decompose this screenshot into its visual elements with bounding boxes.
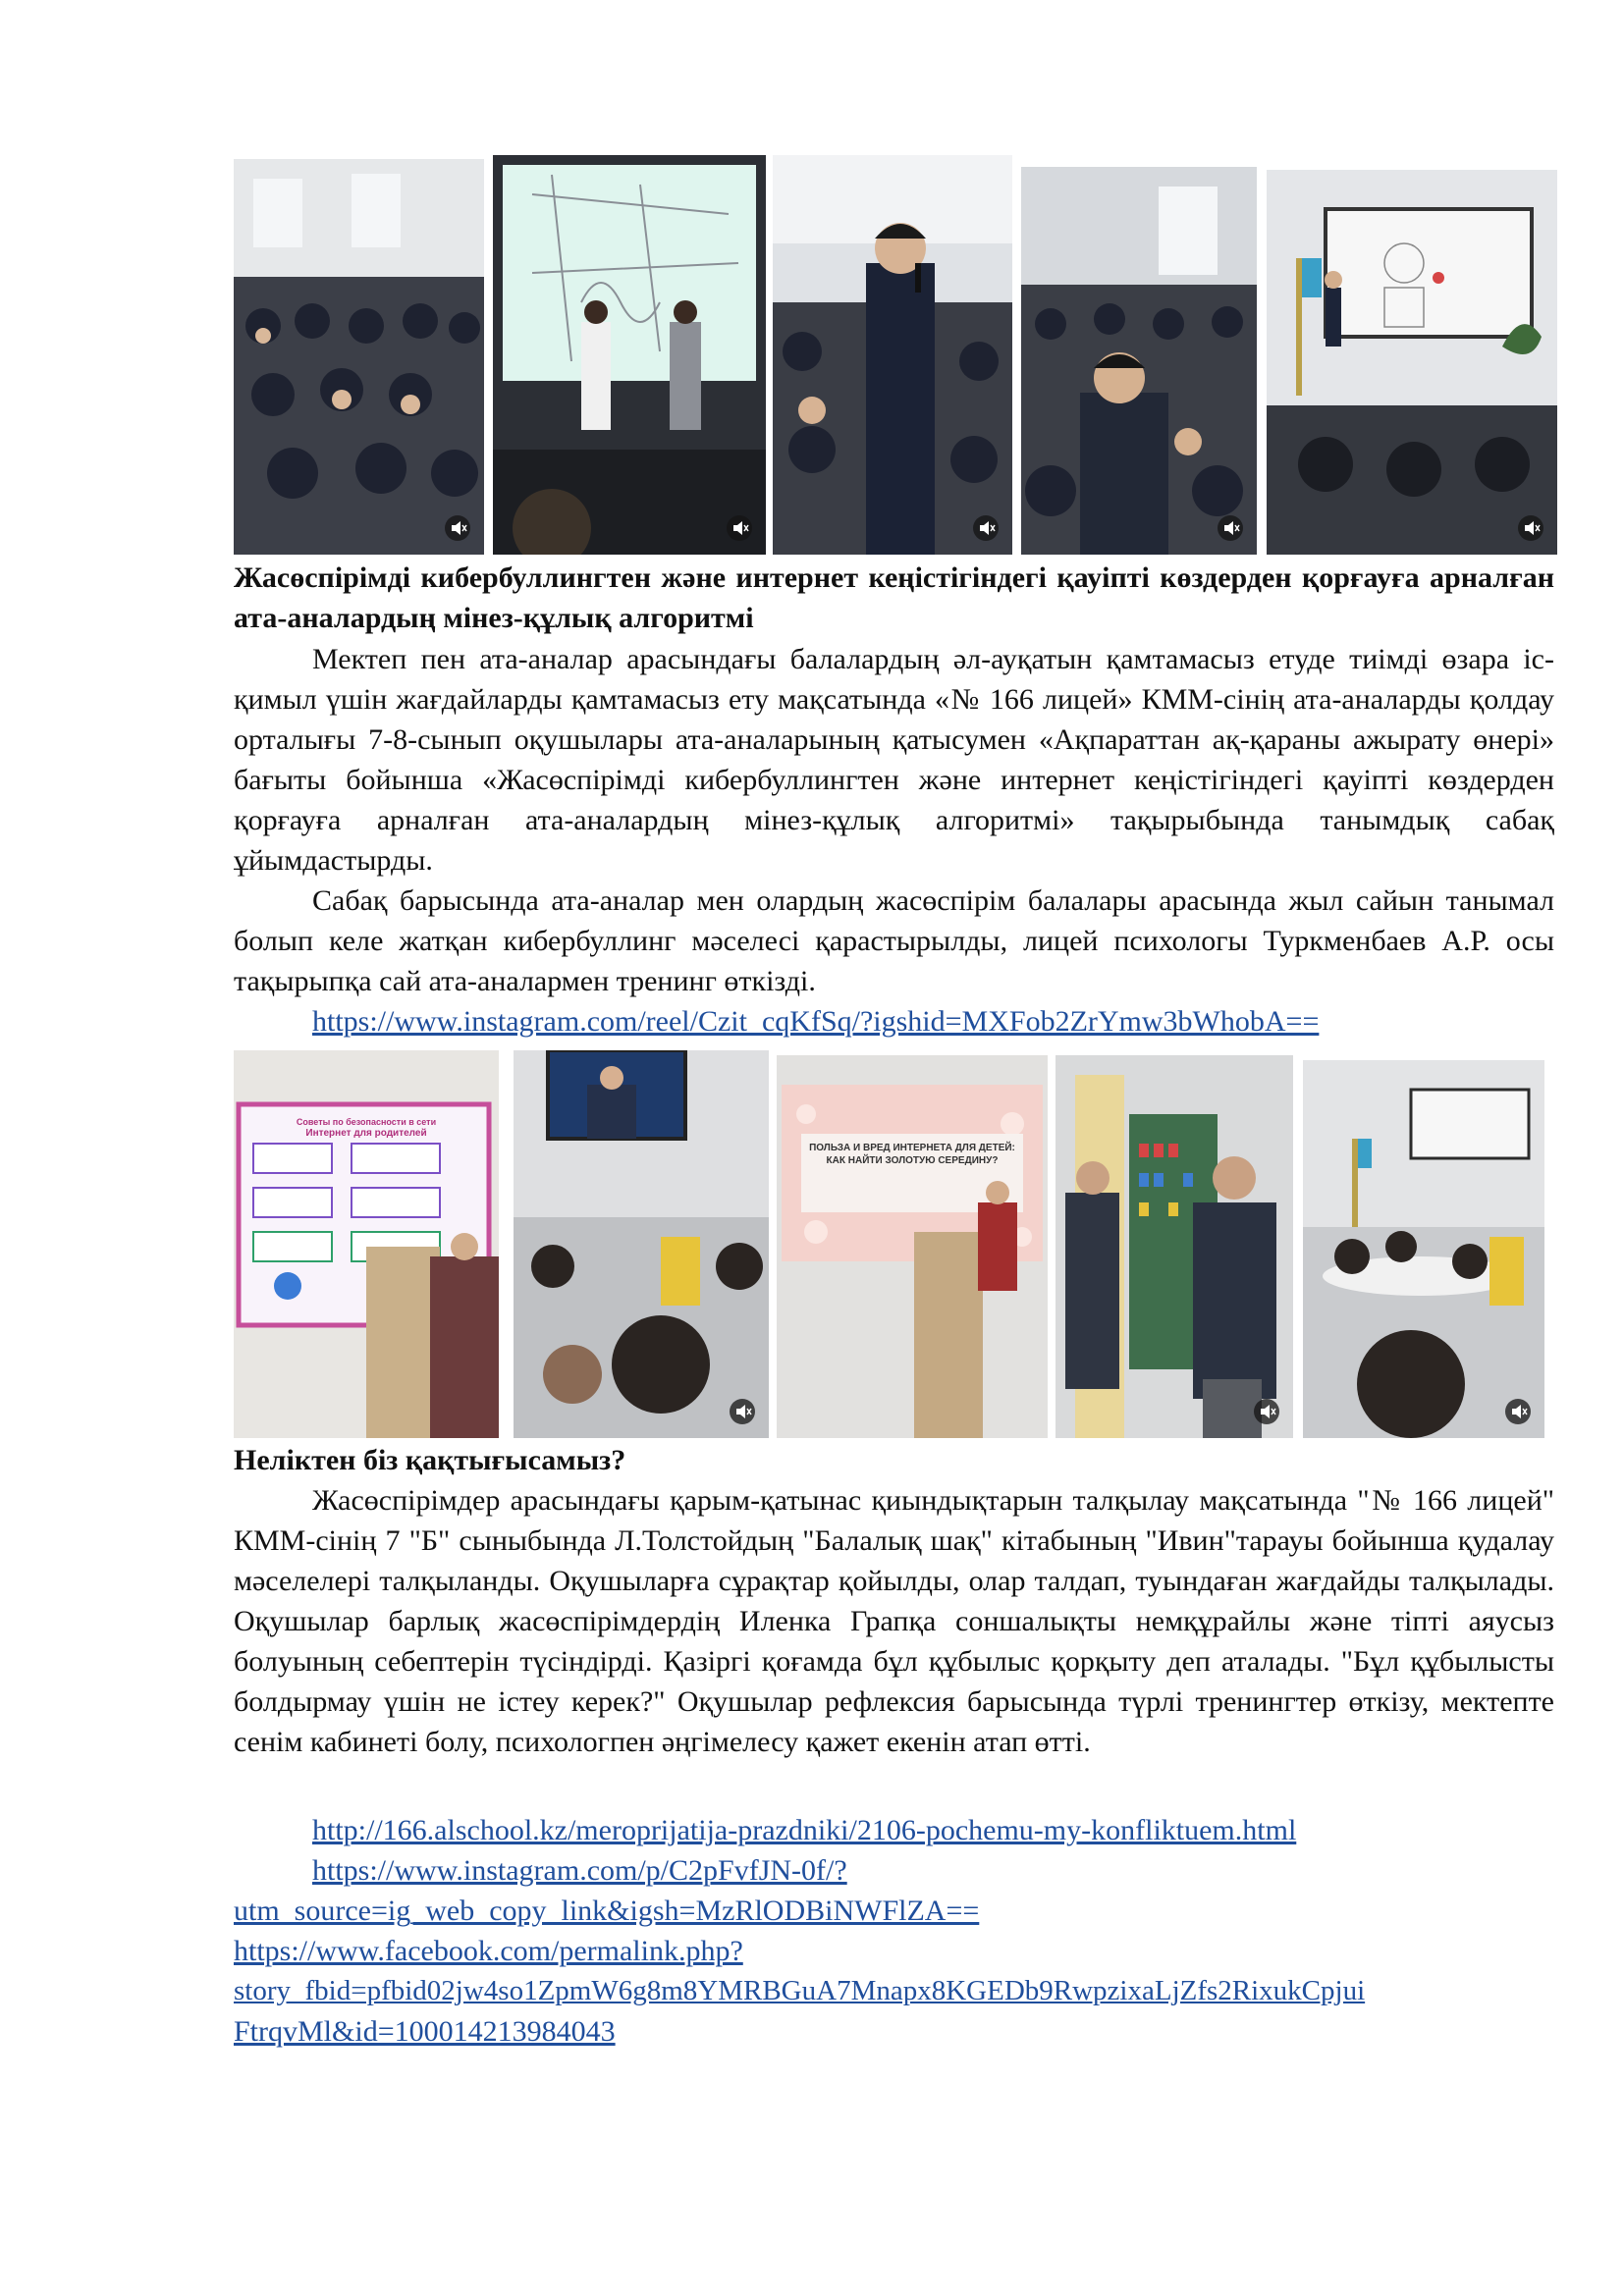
- facebook-link-line2[interactable]: story_fbid=pfbid02jw4so1ZpmW6g8m8YMRBGuA7Mnapx8KGEDb9RwpzixaLjZfs2RixukCpjui: [234, 1975, 1366, 2006]
- mute-icon[interactable]: [973, 515, 999, 541]
- photo-parents-video-screen: [514, 1050, 769, 1438]
- mute-icon[interactable]: [1518, 515, 1543, 541]
- photo-students-applauding: [1021, 167, 1257, 555]
- section1-paragraph-1: Мектеп пен ата-аналар арасындағы балалардың әл-ауқатын қамтамасыз етуде тиімді өзара іс-қимыл үшін жағдайларды қамтамасыз ету мақсатында «№ 166 лицей» КММ-сінің ата-аналарды қолдау орталығы 7-8-сынып оқушылары ата-аналарының қатысумен «Ақпараттан ақ-қараны ажырату өнері» бағыты бойынша «Жасөспірімді кибербуллингтен және интернет кеңістігіндегі қауіпті көздерден қорғауға арналған ата-аналардың мінез-құлық алгоритмі» тақырыбында танымдық сабақ ұйымдастырды.: [234, 643, 1554, 877]
- mute-icon[interactable]: [1218, 515, 1243, 541]
- section1-paragraph-2: Сабақ барысында ата-аналар мен олардың жасөспірім балалары арасында жыл сайын танымал болып келе жатқан кибербуллинг мәселесі қарастырылды, лицей психологы Туркменбаев А.Р. осы тақырыпқа сай ата-аналармен тренинг өткізді.: [234, 884, 1554, 997]
- mute-icon[interactable]: [445, 515, 470, 541]
- mute-icon[interactable]: [1254, 1399, 1279, 1424]
- photo-girls-presentation-screen: [493, 155, 766, 555]
- section2-paragraph: Жасөспірімдер арасындағы қарым-қатынас қиындықтарын талқылау мақсатында "№ 166 лицей" КММ-сінің 7 "Б" сыныбында Л.Толстойдың "Балалық шақ" кітабының "Ивин"тарауы бойынша қудалау мәселелері талқыланды. Оқушыларға сұрақтар қойылды, олар талдап, туындаған жағдайды талқылады. Оқушылар барлық жасөспірімдердің Иленка Грапқа соншалықты немқұрайлы және тіпті аяусыз болуының себептерін түсіндірді. Қазіргі қоғамда бұл құбылыс қорқыту деп аталады. "Бұл құбылысты болдырмау үшін не істеу керек?" Оқушылар рефлексия барысында түрлі тренингтер өткізу, мектепте сенім кабинеті болу, психологпен әңгімелесу қажет екенін атап өтті.: [234, 1484, 1554, 1758]
- school-site-link[interactable]: http://166.alschool.kz/meroprijatija-prazdniki/2106-pochemu-my-konfliktuem.html: [312, 1814, 1297, 1846]
- instagram-post-link-line2[interactable]: utm_source=ig_web_copy_link&igsh=MzRlODBiNWFlZA==: [234, 1895, 980, 1927]
- instagram-post-link-line1[interactable]: https://www.instagram.com/p/C2pFvfJN-0f/?: [312, 1854, 847, 1887]
- mute-icon[interactable]: [730, 1399, 755, 1424]
- facebook-link-line3[interactable]: FtrqvMl&id=100014213984043: [234, 2015, 616, 2048]
- section1-heading: Жасөспірімді кибербуллингтен және интернет кеңістігіндегі қауіпті көздерден қорғауға арналған ата-аналардың мінез-құлық алгоритмі: [234, 561, 1554, 634]
- photo-boy-speaking-microphone: [773, 155, 1012, 555]
- photo-men-standing-hall: [1056, 1055, 1293, 1438]
- slide-title: Советы по безопасности в сети: [296, 1117, 437, 1127]
- slide-subtitle: Интернет для родителей: [305, 1128, 427, 1139]
- instagram-reel-link[interactable]: https://www.instagram.com/reel/Czit_cqKfSq/?igshid=MXFob2ZrYmw3bWhobA==: [312, 1005, 1320, 1038]
- facebook-link-line1[interactable]: https://www.facebook.com/permalink.php?: [234, 1935, 743, 1967]
- slide-text: ПОЛЬЗА И ВРЕД ИНТЕРНЕТА ДЛЯ ДЕТЕЙ: КАК НАЙТИ ЗОЛОТУЮ СЕРЕДИНУ?: [809, 1143, 1015, 1166]
- photo-slide-internet-safety-tips: [234, 1050, 499, 1438]
- section2-heading: Неліктен біз қақтығысамыз?: [234, 1444, 626, 1476]
- photo-students-auditorium: [234, 159, 484, 555]
- photo-parents-at-tables: [1303, 1060, 1544, 1438]
- photo-slide-internet-harm: [777, 1055, 1048, 1438]
- mute-icon[interactable]: [727, 515, 752, 541]
- photo-speaker-at-screen: [1267, 170, 1557, 555]
- mute-icon[interactable]: [1505, 1399, 1531, 1424]
